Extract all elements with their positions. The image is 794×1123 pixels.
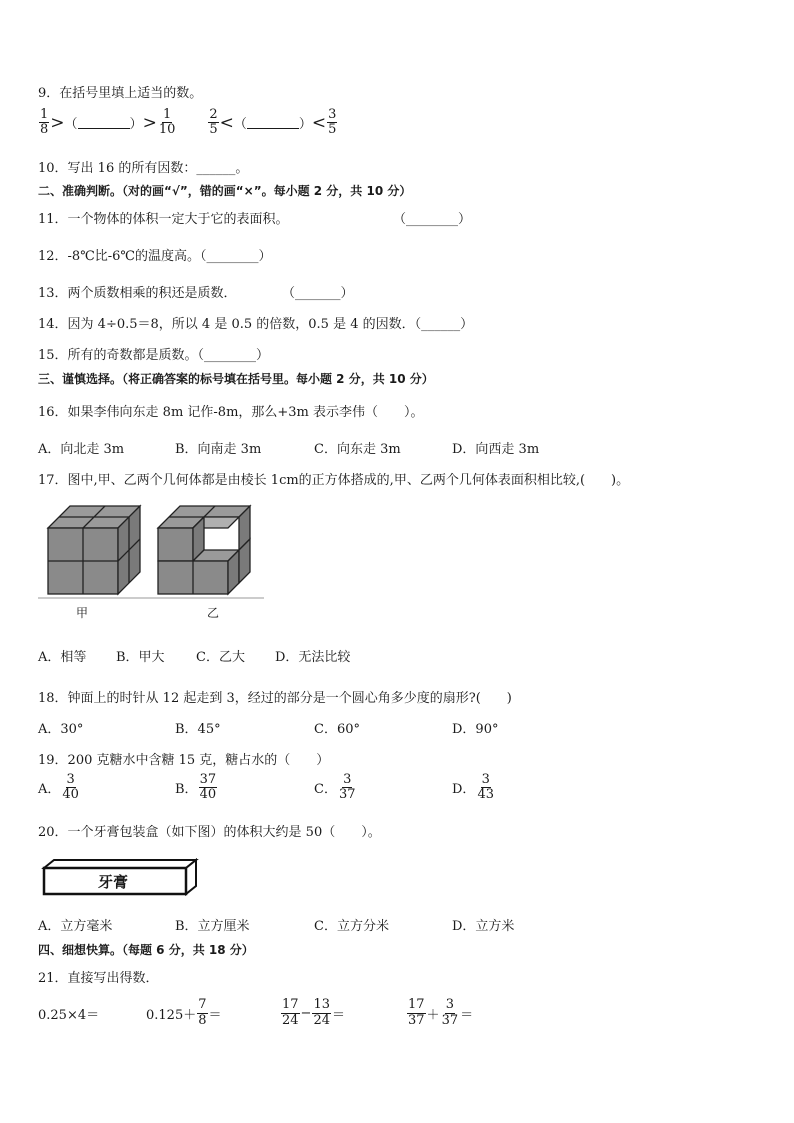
option-b[interactable]: B．45° [175,722,221,737]
option-a[interactable]: A．向北走 3m [38,442,125,457]
option-d[interactable]: D．90° [452,722,499,737]
question-19: 19．200 克糖水中含糖 15 克，糖占水的（ ） [38,753,330,768]
section-heading-4: 四、细想快算。（每题 6 分，共 18 分） [38,943,254,957]
section-heading-3: 三、谨慎选择。（将正确答案的标号填在括号里。每小题 2 分，共 10 分） [38,372,434,386]
cube-figures [36,500,266,630]
option-c[interactable]: C．立方分米 [314,919,389,934]
question-18: 18．钟面上的时针从 12 起走到 3，经过的部分是一个圆心角多少度的扇形?( ) [38,691,512,706]
paren: ） [129,117,143,133]
option-b[interactable]: B．向南走 3m [175,442,262,457]
question-10: 10．写出 16 的所有因数：______。 [38,161,249,176]
greater-than: > [142,112,157,133]
option-b[interactable]: B．立方厘米 [175,919,250,934]
less-than: < [311,112,327,133]
fraction: $\frac{3}{5}$ [328,107,337,138]
option-a[interactable]: A．30° [38,722,84,737]
box-label: 牙膏 [98,873,129,891]
option-a[interactable]: A．立方毫米 [38,919,113,934]
figure-label-a: 甲 [76,606,89,620]
question-9: 9．在括号里填上适当的数。 [38,86,203,101]
option-c[interactable]: C．60° [314,722,360,737]
answer-paren[interactable]: （________） [393,212,472,227]
question-14: 14．因为 4÷0.5＝8，所以 4 是 0.5 的倍数，0.5 是 4 的因数．（______） [38,317,474,332]
less-than: < [219,112,234,133]
greater-than: > [50,112,65,133]
option-c[interactable]: C．乙大 [196,650,245,665]
expression-4: $\frac{17}{37}$ ＋ $\frac{3}{37}$ ＝ [408,997,474,1028]
expression-2: 0.125＋ $\frac{7}{8}$ ＝ [146,997,222,1028]
question-17: 17．图中,甲、乙两个几何体都是由棱长 1cm的正方体搭成的,甲、乙两个几何体表面积相比较,( )。 [38,473,630,488]
answer-paren[interactable]: （_______） [282,286,354,301]
answer-blank[interactable] [78,116,130,129]
cube-b [158,506,250,594]
section-heading-2: 二、准确判断。（对的画“√”，错的画“×”。每小题 2 分，共 10 分） [38,184,412,198]
question-20: 20．一个牙膏包装盒（如下图）的体积大约是 50（ ）。 [38,825,381,840]
option-a[interactable]: A． $\frac{3}{40}$ [38,772,79,803]
paren: （ [233,117,247,133]
option-c[interactable]: C．向东走 3m [314,442,401,457]
question-16: 16．如果李伟向东走 8m 记作-8m，那么+3m 表示李伟（ ）。 [38,405,424,420]
option-d[interactable]: D．无法比较 [275,650,351,665]
fraction: $\frac{1}{8}$ [40,107,49,138]
question-15: 15．所有的奇数都是质数。（________） [38,348,270,363]
expression-1: 0.25×4＝ [38,1007,100,1023]
paren: ） [298,117,312,133]
option-a[interactable]: A．相等 [38,650,87,665]
option-b[interactable]: B．甲大 [116,650,165,665]
question-21: 21．直接写出得数． [38,971,159,986]
answer-blank[interactable] [247,116,299,129]
question-11: 11．一个物体的体积一定大于它的表面积。 [38,212,289,227]
cube-a [48,506,140,594]
fraction: $\frac{2}{5}$ [209,107,218,138]
paren: （ [64,117,78,133]
question-13: 13．两个质数相乘的积还是质数． [38,286,237,301]
option-d[interactable]: D．立方米 [452,919,515,934]
option-b[interactable]: B． $\frac{37}{40}$ [175,772,217,803]
option-d[interactable]: D． $\frac{3}{43}$ [452,772,494,803]
expression-3: $\frac{17}{24}$ − $\frac{13}{24}$ ＝ [282,997,346,1028]
question-12: 12．-8℃比-6℃的温度高。（________） [38,249,272,264]
option-d[interactable]: D．向西走 3m [452,442,540,457]
option-c[interactable]: C． $\frac{3}{37}$ [314,772,356,803]
question-9-fractions [38,108,338,138]
fraction: $\frac{1}{10}$ [158,107,176,138]
figure-label-b: 乙 [207,606,220,620]
